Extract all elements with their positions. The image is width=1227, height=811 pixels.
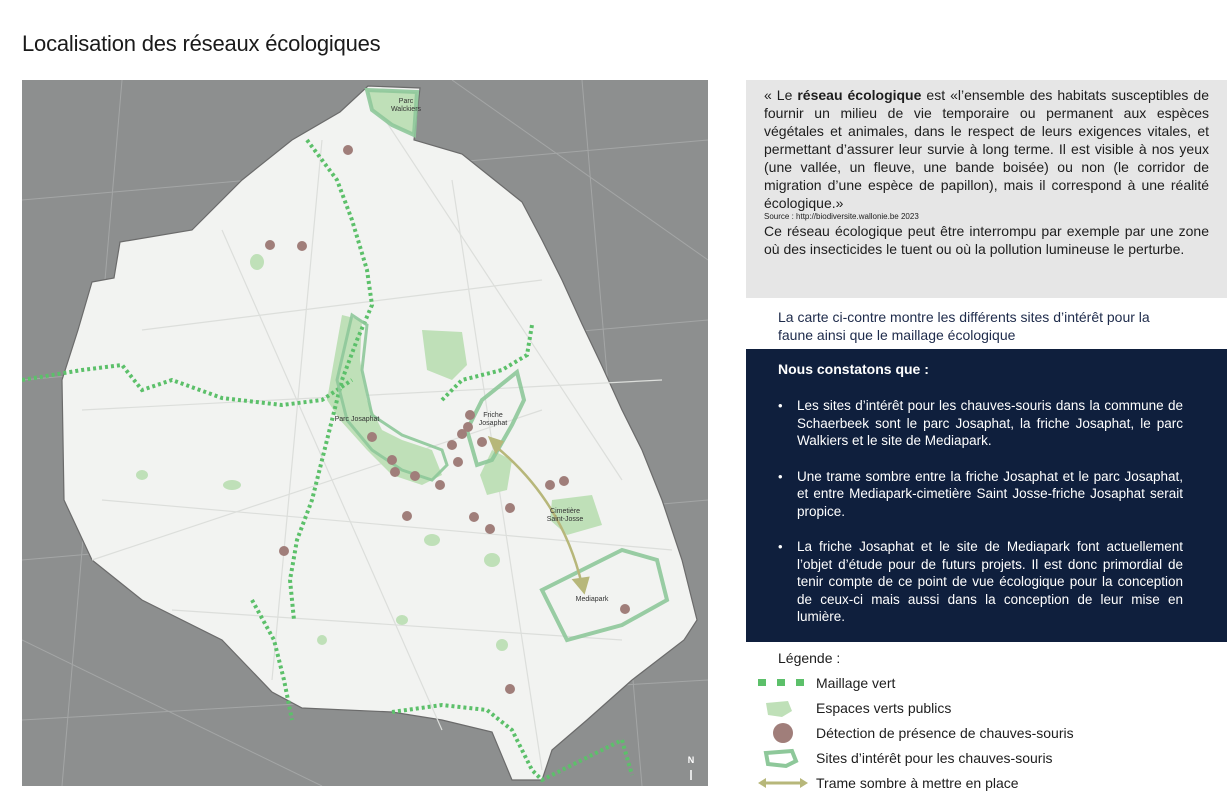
label-parc-walckiers: Parc Walckiers [390,98,422,113]
quote-bold-term: réseau écologique [797,87,922,103]
legend-item-green-spaces [752,697,1212,719]
quote-source: Source : http://biodiversite.wallonie.be 2023 [764,212,919,221]
conclusion-item: • La friche Josaphat et le site de Mediapark font actuellement l’objet d’étude pour de futurs projets. Il est donc primordial de tenir compte de ce point de vue écologique pour la conception de ceux-ci mais aussi dans la conception de leur mise en lumière. [778,538,1183,626]
ecological-network-map[interactable] [22,80,708,786]
legend-title: Légende : [778,650,841,666]
green-dash-icon [752,672,812,694]
legend-label: Maillage vert [816,675,896,691]
label-parc-josaphat: Parc Josaphat [334,416,380,423]
map-canvas [22,80,708,786]
legend-label: Espaces verts publics [816,700,952,716]
bat-dot-icon [752,722,812,744]
conclusion-item: • Les sites d’intérêt pour les chauves-souris dans la commune de Schaerbeek sont le parc Josaphat, la friche Josaphat, le parc Walkiers et le site de Mediapark. [778,397,1183,450]
quote-body: est «l’ensemble des habitats susceptibles de fournir un milieu de vie temporaire ou permanent aux espèces végétales et animales, dans le respect de leurs exigences vitales, et permettant d’assurer leur survie à long terme. Il est visible à nos yeux (une vallée, un fleuve, une bande boisée) ou non (le corridor de migration d’une espèce de papillon), mais il correspond à une réalité écologique.» [764,87,1209,211]
legend-item-dark-corridor [752,772,1212,794]
map-intro-text: La carte ci-contre montre les différents sites d’intérêt pour la faune ainsi que le maillage écologique [778,309,1150,343]
conclusion-heading: Nous constatons que : [778,361,929,377]
quote-continuation: Ce réseau écologique peut être interrompu par exemple par une zone où des insecticides le tuent ou où la pollution lumineuse le perturbe. [764,223,1209,257]
conclusion-list [778,397,1183,626]
conclusion-item: • Une trame sombre entre la friche Josaphat et le parc Josaphat, et entre Mediapark-cimetière Saint Josse-friche Josaphat serait propice. [778,468,1183,521]
north-label: N [687,755,695,765]
legend-item-bat-detection [752,722,1212,744]
quote-open: « Le [764,87,798,103]
legend-label: Sites d’intérêt pour les chauves-souris [816,750,1053,766]
definition-quote [746,80,1227,298]
label-mediapark: Mediapark [575,596,609,603]
label-cimetiere: Cimetière Saint-Josse [546,508,584,523]
legend-label: Trame sombre à mettre en place [816,775,1019,791]
conclusion-box [746,349,1227,642]
legend-item-bat-sites [752,747,1212,769]
site-outline-icon [752,747,812,769]
label-friche-josaphat: Friche Josaphat [478,412,508,427]
page-title: Localisation des réseaux écologiques [22,30,381,56]
green-area-icon [752,697,812,719]
legend-label: Détection de présence de chauves-souris [816,725,1074,741]
legend-item-green-mesh [752,672,1212,694]
double-arrow-icon [752,772,812,794]
